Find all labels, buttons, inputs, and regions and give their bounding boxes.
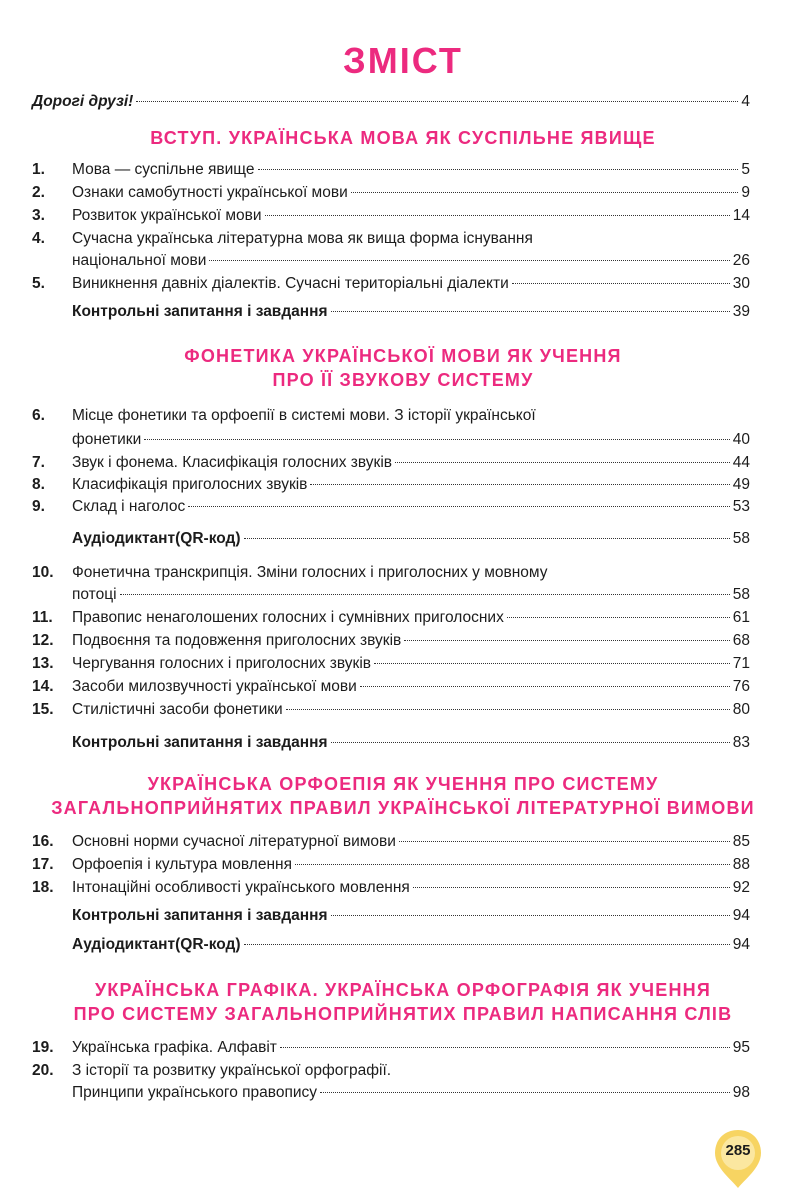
section-heading-orthoepy: УКРАЇНСЬКА ОРФОЕПІЯ ЯК УЧЕННЯ ПРО СИСТЕМУ ЗАГАЛЬНОПРИЙНЯТИХ ПРАВИЛ УКРАЇНСЬКОЇ ЛІТЕРАТУРНОЇ ВИМОВИ	[51, 774, 755, 818]
section-heading-intro: ВСТУП. УКРАЇНСЬКА МОВА ЯК СУСПІЛЬНЕ ЯВИЩЕ	[150, 128, 656, 148]
page-number: 285	[725, 1142, 751, 1159]
toc-intro-label: Дорогі друзі!	[32, 93, 134, 110]
dot-leader	[136, 101, 738, 102]
toc-entry[interactable]: 10. Фонетична транскрипція. Зміни голосних і приголосних у мовному потоці 58	[32, 564, 750, 603]
section-heading-graphics: УКРАЇНСЬКА ГРАФІКА. УКРАЇНСЬКА ОРФОГРАФІЯ ЯК УЧЕННЯ ПРО СИСТЕМУ ЗАГАЛЬНОПРИЙНЯТИХ ПРАВИЛ НАПИСАННЯ СЛІВ	[73, 980, 733, 1024]
section-heading-phonetics: ФОНЕТИКА УКРАЇНСЬКОЇ МОВИ ЯК УЧЕННЯ ПРО ЇЇ ЗВУКОВУ СИСТЕМУ	[184, 346, 622, 390]
toc-entry[interactable]: 4. Сучасна українська літературна мова як вища форма існування національної мови 26	[32, 230, 750, 269]
location-pin-icon	[712, 1128, 764, 1190]
toc-page-number: 4	[741, 93, 750, 110]
toc-entry[interactable]: 6. Місце фонетики та орфоепії в системі мови. З історії української фонетики 40	[32, 407, 750, 448]
toc-entry[interactable]: 20. З історії та розвитку української орфографії. Принципи українського правопису 98	[32, 1062, 750, 1101]
page-title: ЗМІСТ	[343, 40, 463, 81]
page-number-badge	[712, 1128, 764, 1180]
